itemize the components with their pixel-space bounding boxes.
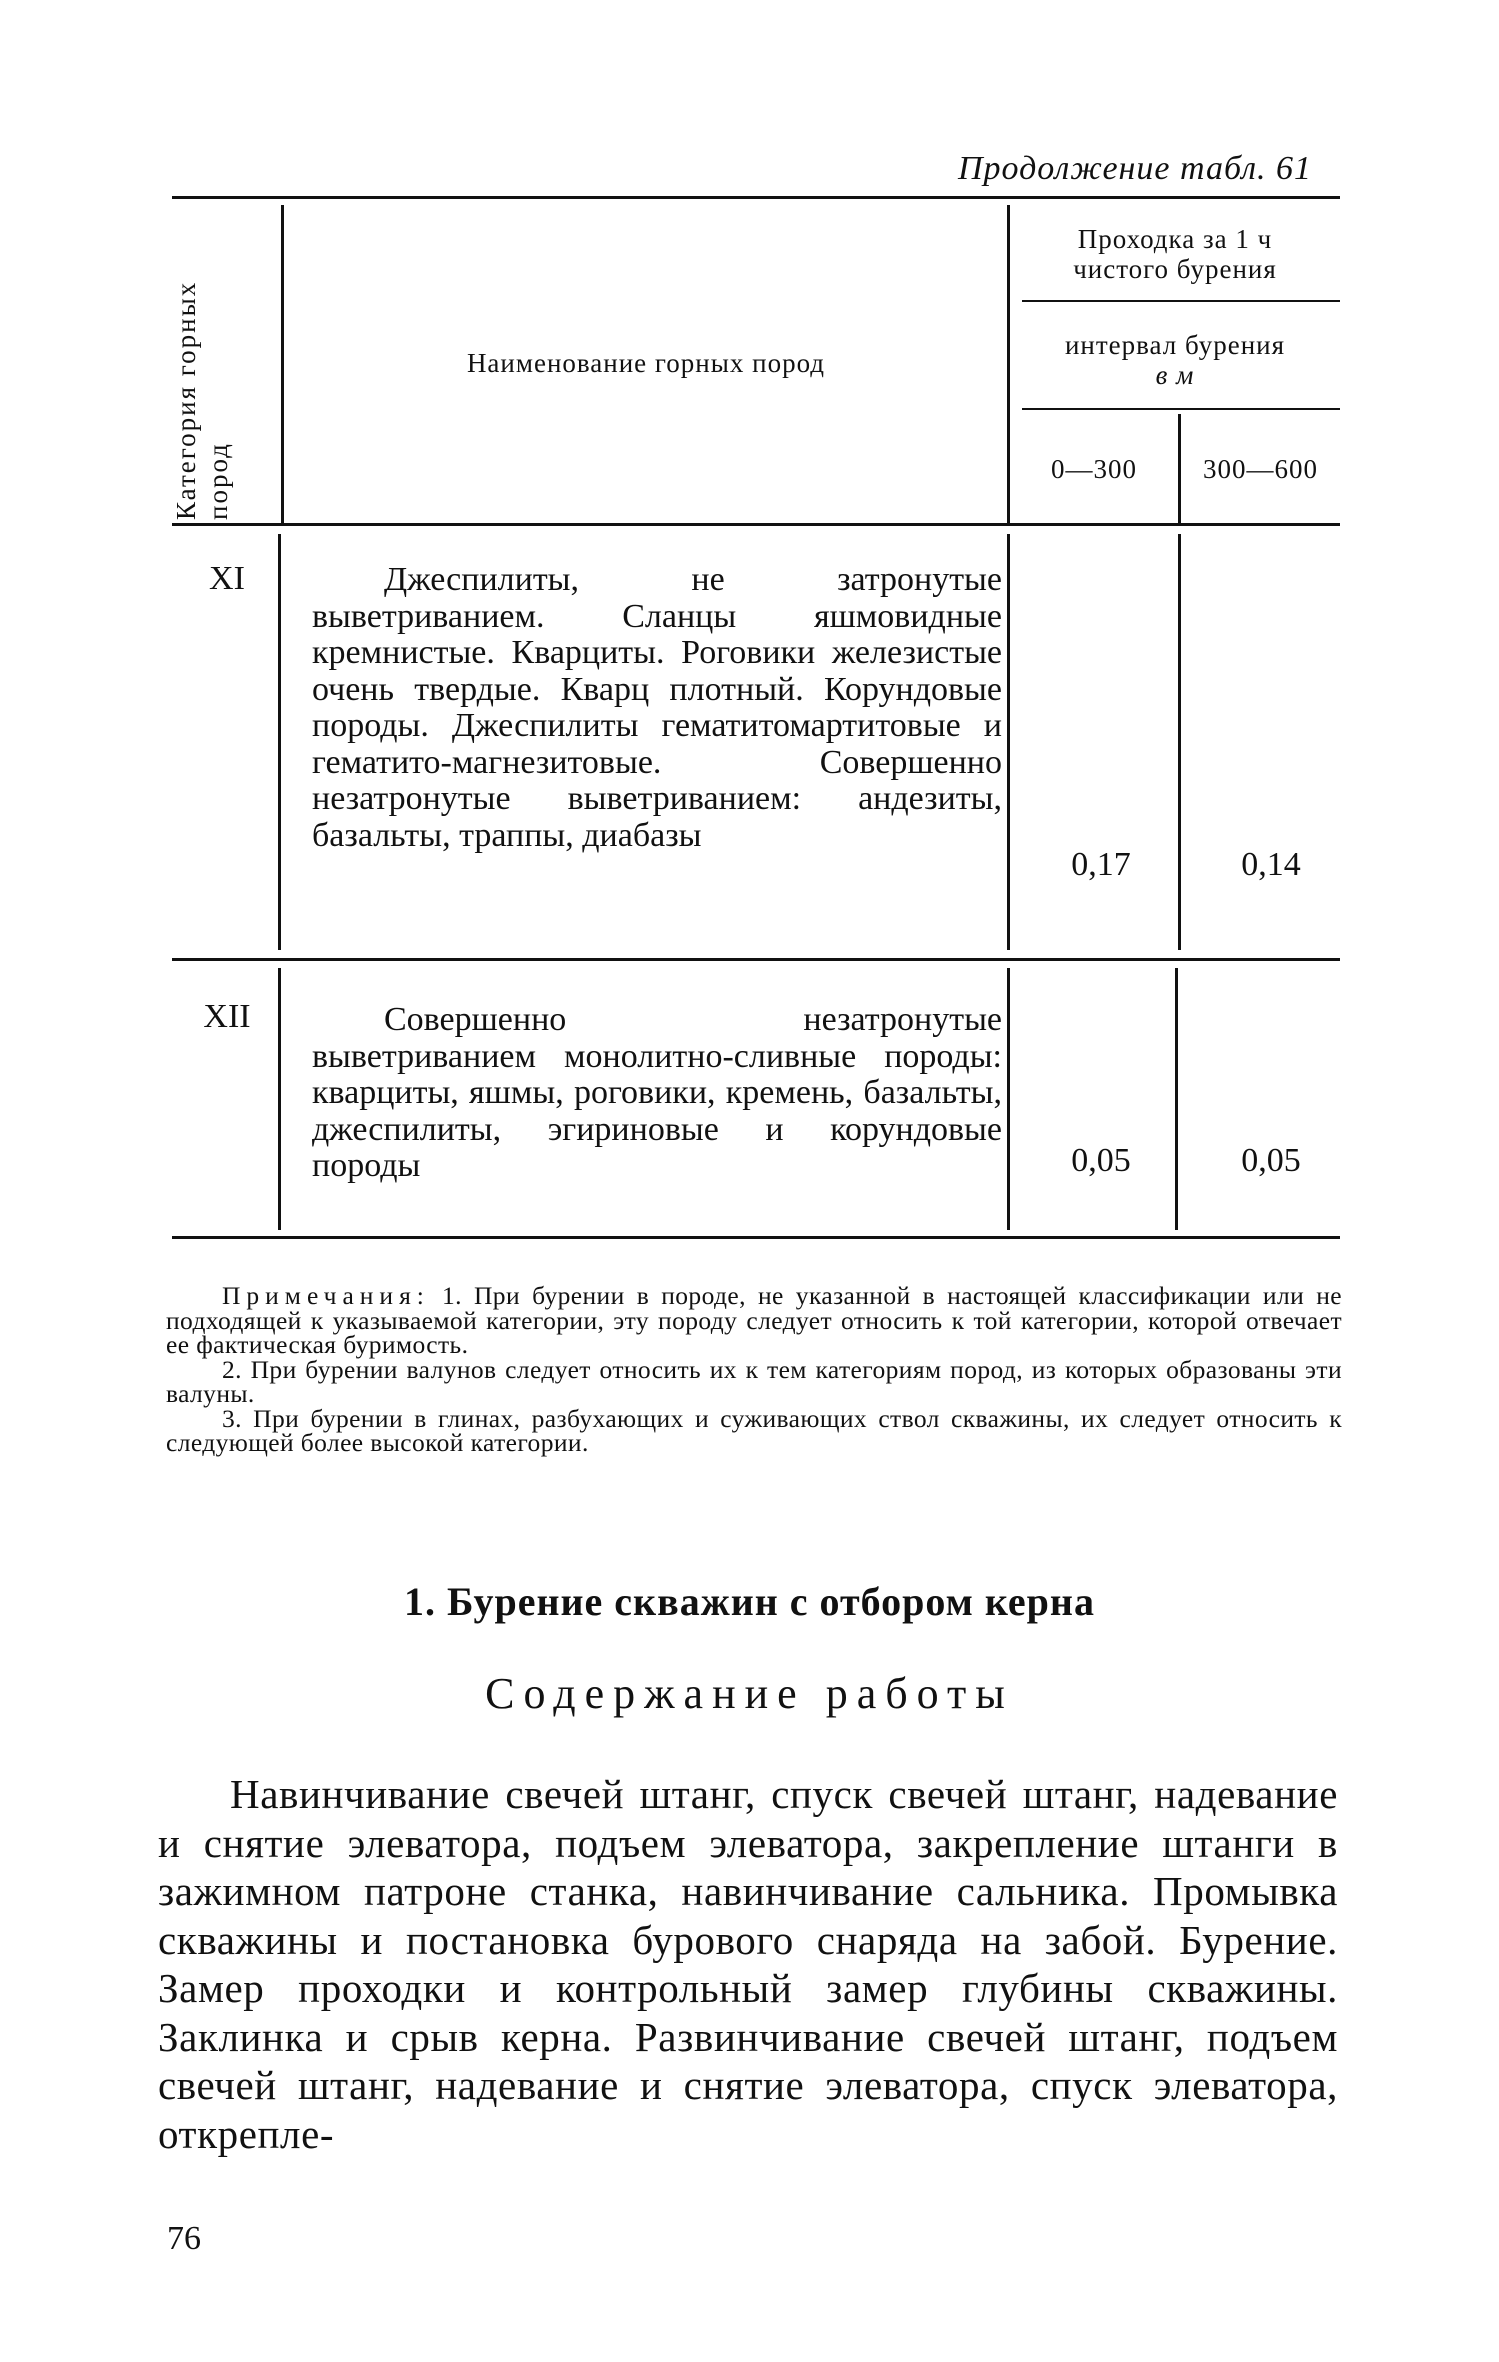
page-number: 76 <box>167 2220 201 2257</box>
header-interval-line2: в м <box>1155 360 1195 390</box>
row-description <box>312 1002 1002 1185</box>
col-divider-2-row1 <box>1007 534 1010 950</box>
row-category: XII <box>203 998 251 1035</box>
body-text: Навинчивание свечей штанг, спуск свечей штанг, надевание и снятие элеватора, подъем элеватора, закрепление штанги в зажимном патроне станка, навинчивание сальника. Промывка скважины и постановка бурового снаряда на забой. Бурение. Замер проходки и контрольный замер глубины скважины. Заклинка и срыв керна. Развинчивание свечей штанг, подъем свечей штанг, надевание и снятие элеватора, спуск элеватора, открепле- <box>158 1771 1338 2157</box>
header-rule-interval <box>1022 408 1340 410</box>
notes-label: Примечания: <box>222 1281 430 1310</box>
note-2: 2. При бурении валунов следует относить их к тем категориям пород, из которых образованы эти валуны. <box>166 1354 1342 1408</box>
section-title: 1. Бурение скважин с отбором керна <box>404 1579 1095 1624</box>
header-name: Наименование горных пород <box>466 348 826 378</box>
col-divider-3-row1 <box>1178 534 1181 950</box>
row-value-300-600: 0,05 <box>1241 1142 1301 1179</box>
header-rule-rate <box>1022 300 1340 302</box>
body-paragraph <box>158 1770 1338 2158</box>
section-subtitle: Содержание работы <box>485 1669 1014 1718</box>
row-separator <box>172 958 1340 961</box>
row-description <box>312 562 1002 854</box>
row-value-0-300: 0,05 <box>1071 1142 1131 1179</box>
header-interval-line1: интервал бурения <box>1064 330 1286 360</box>
header-rate-line1: Проходка за 1 ч <box>1077 224 1273 254</box>
header-rate-line2: чистого бурения <box>1073 254 1277 284</box>
header-col-0-300: 0—300 <box>1051 454 1137 484</box>
row-description-text: Джеспилиты, не затронутые выветриванием. Сланцы яшмовидные кремнистые. Кварциты. Роговики железистые очень твердые. Кварц плотный. Корундовые породы. Джеспилиты гематитомартитовые и гематито-магнезитовые. Совершенно незатронутые выветриванием: андезиты, базальты, траппы, диабазы <box>312 561 1002 854</box>
table-notes <box>166 1281 1342 1457</box>
table-bottom-rule <box>172 1236 1340 1239</box>
col-divider-2-row2 <box>1007 968 1010 1230</box>
table-top-rule <box>172 196 1340 199</box>
note-1: 1. При бурении в породе, не указанной в настоящей классификации или не подходящей к указываемой категории, эту породу следует относить к той категории, которой отвечает ее фактическая буримость. <box>166 1281 1342 1359</box>
header-col-300-600: 300—600 <box>1203 454 1318 484</box>
table-caption: Продолжение табл. 61 <box>958 150 1313 187</box>
row-category: XI <box>209 560 245 597</box>
row-value-300-600: 0,14 <box>1241 846 1301 883</box>
header-bottom-rule <box>172 523 1340 526</box>
note-3: 3. При бурении в глинах, разбухающих и суживающих ствол скважины, их следует относить к следующей более высокой категории. <box>166 1403 1342 1457</box>
row-description-text: Совершенно незатронутые выветриванием монолитно-сливные породы: кварциты, яшмы, роговики, кремень, базальты, джеспилиты, эгириновые и корундовые породы <box>312 1001 1002 1184</box>
header-category: Категория горных пород <box>171 280 233 520</box>
col-divider-3-row2 <box>1175 968 1178 1230</box>
row-value-0-300: 0,17 <box>1071 846 1131 883</box>
